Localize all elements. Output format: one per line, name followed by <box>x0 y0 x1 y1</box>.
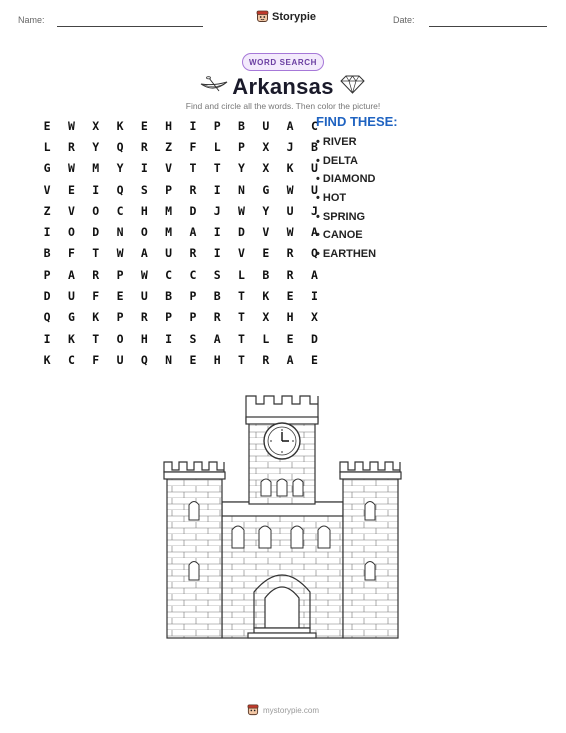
grid-letter[interactable]: B <box>165 289 173 304</box>
grid-letter[interactable]: E <box>262 246 270 261</box>
grid-letter[interactable]: E <box>286 331 294 346</box>
grid-letter[interactable]: D <box>238 225 245 240</box>
grid-letter[interactable]: I <box>140 161 148 176</box>
grid-letter[interactable]: X <box>262 139 270 154</box>
grid-letter[interactable]: B <box>238 118 245 133</box>
word-item: • DELTA <box>316 154 358 167</box>
grid-letter[interactable]: W <box>286 182 294 197</box>
grid-letter[interactable]: Q <box>310 246 318 261</box>
castle-illustration[interactable] <box>160 390 405 640</box>
grid-letter[interactable]: H <box>140 203 148 218</box>
grid-letter[interactable]: X <box>310 310 318 325</box>
grid-letter[interactable]: A <box>286 352 294 367</box>
date-line[interactable] <box>429 26 547 27</box>
grid-letter[interactable]: R <box>189 246 197 261</box>
grid-letter[interactable]: P <box>189 310 197 325</box>
grid-letter[interactable]: O <box>92 203 100 218</box>
word-search-badge: WORD SEARCH <box>242 53 324 71</box>
grid-letter[interactable]: R <box>140 139 148 154</box>
grid-letter[interactable]: P <box>213 118 221 133</box>
grid-letter[interactable]: B <box>310 139 318 154</box>
word-item: • RIVER <box>316 136 357 148</box>
grid-letter[interactable]: P <box>189 289 197 304</box>
grid-letter[interactable]: U <box>165 246 173 261</box>
grid-letter[interactable]: R <box>213 310 221 325</box>
grid-letter[interactable]: R <box>262 352 270 367</box>
grid-letter[interactable]: K <box>116 118 124 133</box>
grid-letter[interactable]: T <box>238 352 245 367</box>
grid-letter[interactable]: W <box>286 225 294 240</box>
instructions: Find and circle all the words. Then color the picture! <box>185 101 381 111</box>
grid-letter[interactable]: G <box>67 310 75 325</box>
grid-letter[interactable]: K <box>67 331 75 346</box>
grid-letter[interactable]: H <box>213 352 221 367</box>
name-line[interactable] <box>57 26 203 27</box>
grid-letter[interactable]: I <box>310 289 318 304</box>
grid-letter[interactable]: V <box>43 182 51 197</box>
grid-letter[interactable]: M <box>165 203 173 218</box>
letter-grid <box>35 115 327 371</box>
grid-letter[interactable]: V <box>165 161 173 176</box>
grid-letter[interactable]: O <box>140 225 148 240</box>
grid-letter[interactable]: D <box>43 289 51 304</box>
grid-letter[interactable]: P <box>165 182 173 197</box>
grid-letter[interactable]: R <box>92 267 100 282</box>
word-item: • DIAMOND <box>316 173 376 186</box>
grid-letter[interactable]: Y <box>116 161 124 176</box>
brand-logo <box>256 10 316 23</box>
grid-letter[interactable]: A <box>67 267 75 282</box>
word-item: • HOT <box>316 192 347 205</box>
grid-letter[interactable]: J <box>310 203 318 218</box>
grid-letter[interactable]: T <box>238 331 245 346</box>
grid-row <box>35 349 327 370</box>
grid-letter[interactable]: K <box>92 310 100 325</box>
grid-letter[interactable]: L <box>262 331 270 346</box>
date-label: Date: <box>393 15 415 25</box>
grid-letter[interactable]: Q <box>116 182 124 197</box>
grid-letter[interactable]: V <box>67 203 75 218</box>
grid-letter[interactable]: D <box>189 203 197 218</box>
grid-letter[interactable]: T <box>92 331 100 346</box>
grid-letter[interactable]: P <box>238 139 245 154</box>
grid-letter[interactable]: U <box>262 118 270 133</box>
grid-letter[interactable]: E <box>43 118 51 133</box>
grid-letter[interactable]: X <box>262 310 270 325</box>
grid-letter[interactable]: W <box>238 203 245 218</box>
grid-letter[interactable]: E <box>116 289 124 304</box>
grid-letter[interactable]: U <box>310 182 318 197</box>
word-item: • EARTHEN <box>316 248 377 261</box>
grid-letter[interactable]: F <box>189 139 197 154</box>
grid-letter[interactable]: P <box>116 310 124 325</box>
grid-letter[interactable]: W <box>67 118 75 133</box>
grid-row <box>35 136 327 157</box>
grid-row <box>35 179 327 200</box>
grid-letter[interactable]: U <box>286 203 294 218</box>
grid-letter[interactable]: V <box>238 246 245 261</box>
grid-letter[interactable]: R <box>189 182 197 197</box>
grid-letter[interactable]: U <box>67 289 75 304</box>
grid-letter[interactable]: H <box>286 310 294 325</box>
grid-letter[interactable]: L <box>238 267 245 282</box>
storypie-mascot-icon <box>247 704 259 716</box>
grid-letter[interactable]: V <box>262 225 270 240</box>
grid-letter[interactable]: F <box>92 289 100 304</box>
grid-letter[interactable]: P <box>43 267 51 282</box>
grid-letter[interactable]: K <box>286 161 294 176</box>
grid-row <box>35 200 327 221</box>
grid-letter[interactable]: O <box>67 225 75 240</box>
grid-letter[interactable]: E <box>189 352 197 367</box>
grid-letter[interactable]: P <box>116 267 124 282</box>
grid-letter[interactable]: X <box>262 161 270 176</box>
grid-letter[interactable]: T <box>189 161 197 176</box>
grid-letter[interactable]: H <box>165 118 173 133</box>
grid-letter[interactable]: Z <box>43 203 51 218</box>
grid-letter[interactable]: U <box>310 161 318 176</box>
grid-row <box>35 285 327 306</box>
grid-letter[interactable]: T <box>213 161 221 176</box>
grid-letter[interactable]: N <box>238 182 245 197</box>
word-item: • SPRING <box>316 210 366 223</box>
grid-letter[interactable]: I <box>92 182 100 197</box>
grid-letter[interactable]: M <box>92 161 100 176</box>
grid-letter[interactable]: F <box>92 352 100 367</box>
grid-letter[interactable]: T <box>92 246 100 261</box>
grid-letter[interactable]: A <box>286 118 294 133</box>
grid-letter[interactable]: L <box>213 139 221 154</box>
grid-letter[interactable]: I <box>213 182 221 197</box>
grid-letter[interactable]: K <box>262 289 270 304</box>
grid-letter[interactable]: S <box>213 267 221 282</box>
diamond-icon <box>340 75 365 94</box>
grid-letter[interactable]: I <box>43 225 51 240</box>
grid-letter[interactable]: J <box>213 203 221 218</box>
name-label: Name: <box>18 15 45 25</box>
grid-letter[interactable]: R <box>140 310 148 325</box>
clock-icon <box>264 423 300 459</box>
grid-letter[interactable]: N <box>116 225 124 240</box>
grid-letter[interactable]: M <box>165 225 173 240</box>
grid-letter[interactable]: R <box>67 139 75 154</box>
footer-url[interactable]: mystorypie.com <box>262 705 319 715</box>
grid-letter[interactable]: O <box>116 331 124 346</box>
grid-letter[interactable]: I <box>189 118 197 133</box>
grid-letter[interactable]: T <box>238 289 245 304</box>
grid-letter[interactable]: E <box>140 118 148 133</box>
grid-row <box>35 328 327 349</box>
grid-letter[interactable]: A <box>140 246 148 261</box>
grid-letter[interactable]: W <box>67 161 75 176</box>
grid-letter[interactable]: U <box>140 289 148 304</box>
grid-letter[interactable]: Y <box>92 139 100 154</box>
grid-letter[interactable]: E <box>286 289 294 304</box>
grid-letter[interactable]: A <box>213 331 221 346</box>
grid-row <box>35 264 327 285</box>
grid-letter[interactable]: C <box>165 267 173 282</box>
grid-row <box>35 221 327 242</box>
grid-row <box>35 243 327 264</box>
grid-letter[interactable]: D <box>310 331 318 346</box>
grid-row <box>35 307 327 328</box>
grid-letter[interactable]: B <box>43 246 51 261</box>
grid-letter[interactable]: P <box>165 310 173 325</box>
grid-letter[interactable]: Q <box>140 352 148 367</box>
grid-letter[interactable]: X <box>92 118 100 133</box>
grid-letter[interactable]: G <box>43 161 51 176</box>
grid-row <box>35 115 327 136</box>
grid-letter[interactable]: S <box>189 331 197 346</box>
grid-letter[interactable]: J <box>286 139 294 154</box>
brand-name: Storypie <box>272 10 317 23</box>
footer <box>0 704 566 716</box>
grid-letter[interactable]: C <box>67 352 75 367</box>
grid-letter[interactable]: Y <box>238 161 245 176</box>
storypie-mascot-icon <box>256 10 269 23</box>
grid-letter[interactable]: B <box>213 289 221 304</box>
grid-letter[interactable]: A <box>189 225 197 240</box>
grid-letter[interactable]: N <box>165 352 173 367</box>
grid-letter[interactable]: I <box>165 331 173 346</box>
grid-letter[interactable]: I <box>213 225 221 240</box>
grid-letter[interactable]: L <box>43 139 51 154</box>
grid-letter[interactable]: I <box>43 331 51 346</box>
grid-row <box>35 158 327 179</box>
grid-letter[interactable]: U <box>116 352 124 367</box>
grid-letter[interactable]: A <box>310 225 318 240</box>
grid-letter[interactable]: C <box>116 203 124 218</box>
grid-letter[interactable]: H <box>140 331 148 346</box>
grid-letter[interactable]: I <box>213 246 221 261</box>
grid-letter[interactable]: R <box>286 267 294 282</box>
page-title: Arkansas <box>232 74 334 99</box>
grid-letter[interactable]: E <box>67 182 75 197</box>
find-these-heading: FIND THESE: <box>316 114 398 129</box>
grid-letter[interactable]: Q <box>116 139 124 154</box>
grid-letter[interactable]: Y <box>262 203 270 218</box>
word-list <box>316 136 376 267</box>
grid-letter[interactable]: C <box>310 118 318 133</box>
grid-letter[interactable]: T <box>238 310 245 325</box>
grid-letter[interactable]: R <box>286 246 294 261</box>
grid-letter[interactable]: Q <box>43 310 51 325</box>
grid-letter[interactable]: D <box>92 225 100 240</box>
grid-letter[interactable]: C <box>189 267 197 282</box>
grid-letter[interactable]: G <box>262 182 270 197</box>
grid-letter[interactable]: Z <box>165 139 173 154</box>
grid-letter[interactable]: K <box>43 352 51 367</box>
grid-letter[interactable]: S <box>140 182 148 197</box>
grid-letter[interactable]: A <box>310 267 318 282</box>
grid-letter[interactable]: W <box>140 267 148 282</box>
grid-letter[interactable]: F <box>67 246 75 261</box>
grid-letter[interactable]: W <box>116 246 124 261</box>
word-item: • CANOE <box>316 229 363 242</box>
grid-letter[interactable]: B <box>262 267 270 282</box>
grid-letter[interactable]: E <box>310 352 318 367</box>
